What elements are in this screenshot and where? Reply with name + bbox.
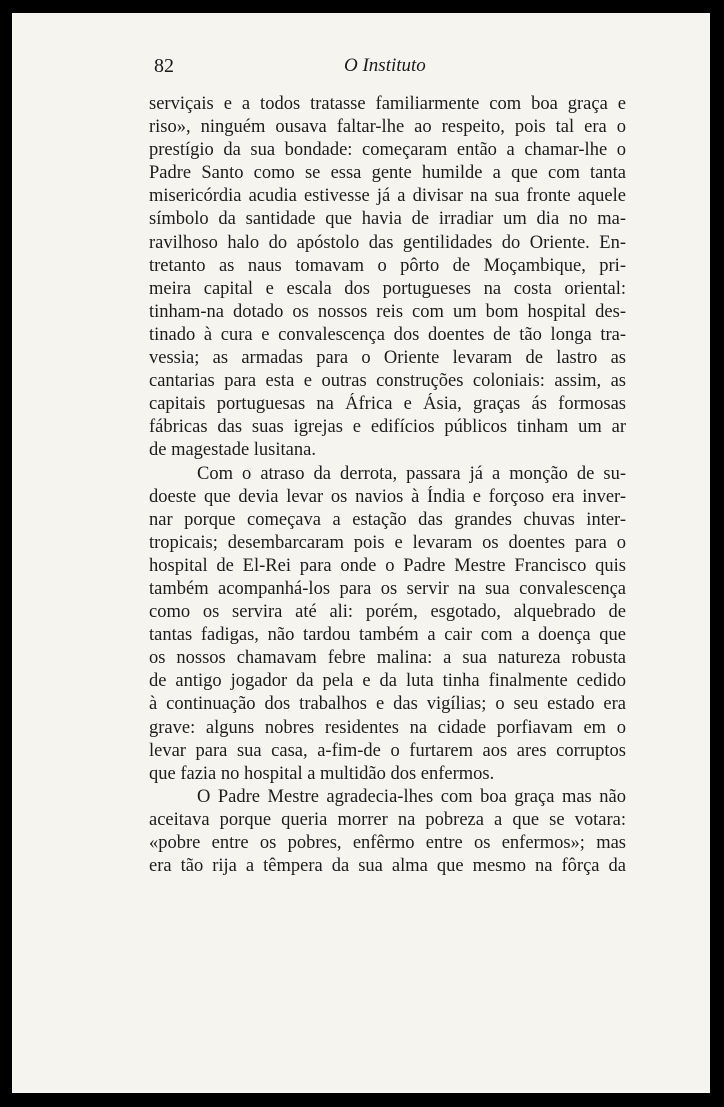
text-line: como os servira até ali: porém, esgotado, alquebrado de (149, 602, 626, 623)
body-text (149, 93, 626, 878)
text-line: que fazia no hospital a multidão dos enfermos. (149, 763, 495, 784)
text-line: era tão rija a têmpera da sua alma que mesmo na fôrça da (149, 856, 626, 877)
text-line: símbolo da santidade que havia de irradiar um dia no ma- (149, 209, 626, 230)
paragraph (149, 463, 626, 786)
page-number: 82 (154, 55, 174, 77)
text-line: vessia; as armadas para o Oriente levaram de lastro as (149, 348, 626, 369)
text-line: também acompanhá-los para os servir na sua convalescença (149, 578, 626, 599)
page-header (150, 51, 640, 81)
text-line: tropicais; desembarcaram pois e levaram os doentes para o (149, 532, 626, 553)
text-line: à continuação dos trabalhos e das vigílias; o seu estado era (149, 694, 626, 715)
text-line: grave: alguns nobres residentes na cidade porfiavam em o (149, 717, 626, 738)
paragraph (149, 786, 626, 878)
text-line: tretanto as naus tomavam o pôrto de Moçambique, pri- (149, 255, 626, 276)
text-line: de magestade lusitana. (149, 440, 316, 461)
text-line: O Padre Mestre agradecia-lhes com boa graça mas não (197, 786, 626, 807)
running-title: O Instituto (344, 55, 426, 76)
text-line: prestígio da sua bondade: começaram então a chamar-lhe o (149, 140, 626, 161)
text-line: aceitava porque queria morrer na pobreza a que se votara: (149, 809, 626, 830)
text-line: levar para sua casa, a-fim-de o furtarem aos ares corruptos (149, 740, 626, 761)
text-line: hospital de El-Rei para onde o Padre Mestre Francisco quis (149, 555, 626, 576)
text-line: tinham-na dotado os nossos reis com um bom hospital des- (149, 301, 626, 322)
text-line: de antigo jogador da pela e da luta tinha finalmente cedido (149, 671, 626, 692)
text-line: doeste que devia levar os navios à Índia e forçoso era inver- (149, 486, 626, 507)
book-page (12, 13, 710, 1093)
text-line: Com o atraso da derrota, passara já a monção de su- (197, 463, 626, 484)
text-line: capitais portuguesas na África e Ásia, graças ás formosas (149, 394, 626, 415)
text-line: riso», ninguém ousava faltar-lhe ao respeito, pois tal era o (149, 117, 626, 138)
text-line: ravilhoso halo do apóstolo das gentilidades do Oriente. En- (149, 232, 626, 253)
text-line: cantarias para esta e outras construções coloniais: assim, as (149, 371, 626, 392)
paragraph (149, 93, 626, 463)
text-line: Padre Santo como se essa gente humilde a que com tanta (149, 163, 626, 184)
text-line: misericórdia acudia estivesse já a divisar na sua fronte aquele (149, 186, 626, 207)
text-line: tantas fadigas, não tardou também a cair com a doença que (149, 625, 626, 646)
text-line: os nossos chamavam febre malina: a sua natureza robusta (149, 648, 626, 669)
text-line: meira capital e escala dos portugueses na costa oriental: (149, 278, 626, 299)
text-line: «pobre entre os pobres, enfêrmo entre os enfermos»; mas (149, 833, 626, 853)
text-line: serviçais e a todos tratasse familiarmente com boa graça e (149, 94, 626, 114)
text-line: tinado à cura e convalescença dos doentes de tão longa tra- (149, 324, 626, 345)
text-line: fábricas das suas igrejas e edifícios públicos tinham um ar (149, 417, 626, 438)
text-line: nar porque começava a estação das grandes chuvas inter- (149, 509, 626, 530)
